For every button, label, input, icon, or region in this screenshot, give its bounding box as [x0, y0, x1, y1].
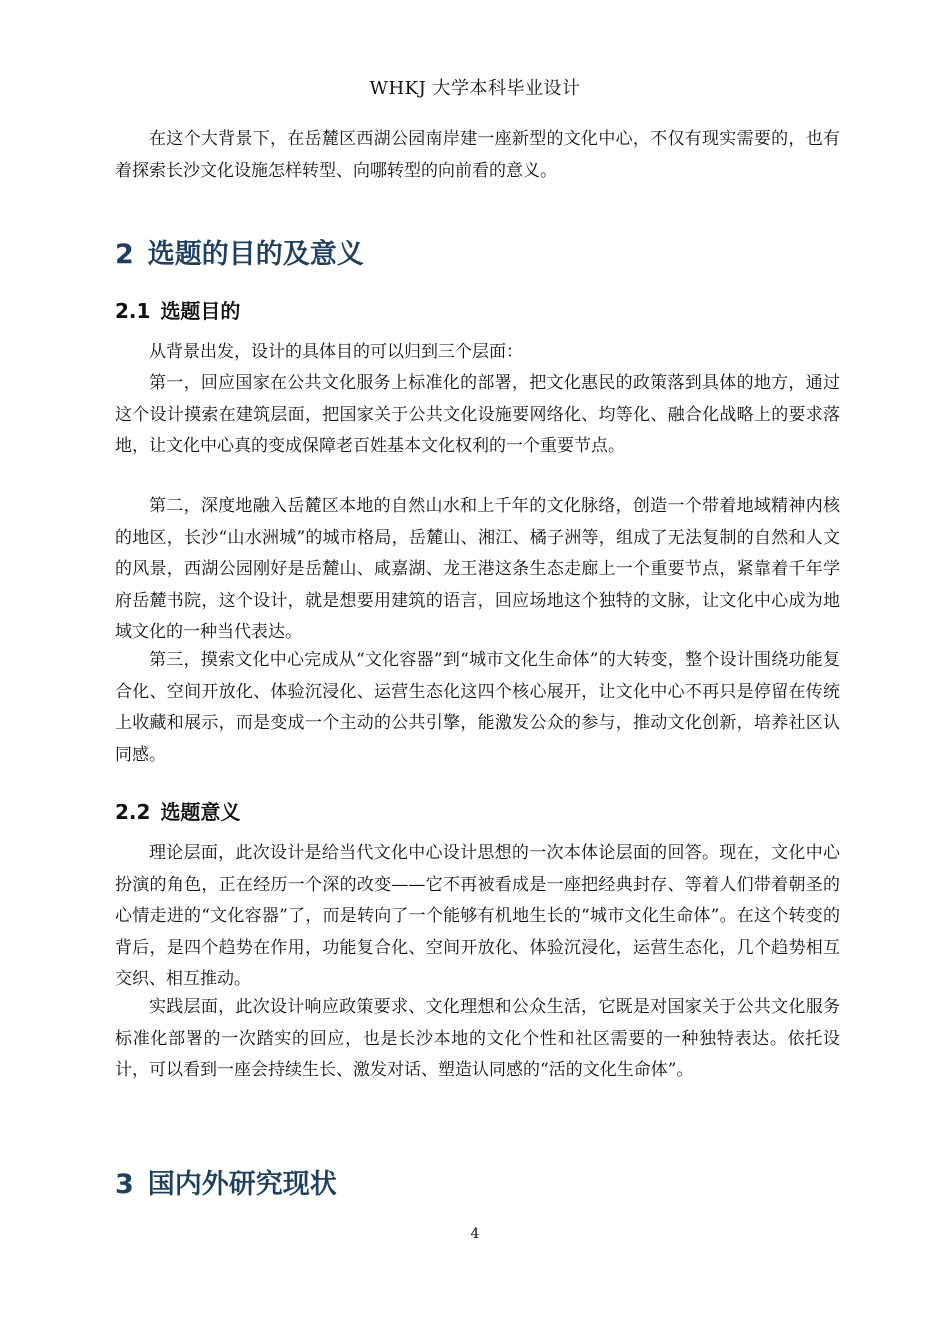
section-number: 3 [115, 1169, 134, 1200]
subsection-title: 选题目的 [160, 299, 241, 323]
subsection-heading-2-1 [115, 295, 240, 324]
page-header: WHKJ 大学本科毕业设计 [369, 78, 581, 99]
subsection-title: 选题意义 [160, 800, 241, 824]
paragraph-background: 在这个大背景下，在岳麓区西湖公园南岸建一座新型的文化中心，不仅有现实需要的，也有着探索长沙文化设施怎样转型、向哪转型的向前看的意义。 [115, 129, 840, 181]
paragraph-practice: 实践层面，此次设计响应政策要求、文化理想和公众生活，它既是对国家关于公共文化服务标准化部署的一次踏实的回应，也是长沙本地的文化个性和社区需要的一种独特表达。依托设计，可以看到一座会持续生长、激发对话、塑造认同感的“活的文化生命体”。 [115, 997, 840, 1080]
section-title: 国内外研究现状 [147, 1169, 337, 1200]
subsection-heading-2-2 [115, 796, 240, 825]
section-title: 选题的目的及意义 [147, 239, 364, 270]
paragraph-intro: 从背景出发，设计的具体目的可以归到三个层面： [149, 342, 523, 362]
section-heading-3 [115, 1162, 337, 1201]
section-number: 2 [115, 239, 134, 270]
subsection-number: 2.2 [115, 800, 151, 824]
section-heading-2 [115, 232, 364, 271]
page-number: 4 [470, 1226, 480, 1242]
subsection-number: 2.1 [115, 299, 151, 323]
paragraph-theory: 理论层面，此次设计是给当代文化中心设计思想的一次本体论层面的回答。现在，文化中心扮演的角色，正在经历一个深的改变——它不再被看成是一座把经典封存、等着人们带着朝圣的心情走进的“文化容器”了，而是转向了一个能够有机地生长的“城市文化生命体”。在这个转变的背后，是四个趋势在作用，功能复合化、空间开放化、体验沉浸化，运营生态化，几个趋势相互交织、相互推动。 [115, 843, 840, 989]
paragraph-third: 第三，摸索文化中心完成从“文化容器”到“城市文化生命体”的大转变，整个设计围绕功能复合化、空间开放化、体验沉浸化、运营生态化这四个核心展开，让文化中心不再只是停留在传统上收藏和展示，而是变成一个主动的公共引擎，能激发公众的参与，推动文化创新，培养社区认同感。 [115, 650, 840, 765]
paragraph-first: 第一，回应国家在公共文化服务上标准化的部署，把文化惠民的政策落到具体的地方，通过这个设计摸索在建筑层面，把国家关于公共文化设施要网络化、均等化、融合化战略上的要求落地，让文化中心真的变成保障老百姓基本文化权利的一个重要节点。 [115, 373, 840, 456]
paragraph-second: 第二，深度地融入岳麓区本地的自然山水和上千年的文化脉络，创造一个带着地域精神内核的地区，长沙“山水洲城”的城市格局，岳麓山、湘江、橘子洲等，组成了无法复制的自然和人文的风景，西湖公园刚好是岳麓山、咸嘉湖、龙王港这条生态走廊上一个重要节点，紧靠着千年学府岳麓书院，这个设计，就是想要用建筑的语言，回应场地这个独特的文脉，让文化中心成为地域文化的一种当代表达。 [115, 496, 840, 642]
